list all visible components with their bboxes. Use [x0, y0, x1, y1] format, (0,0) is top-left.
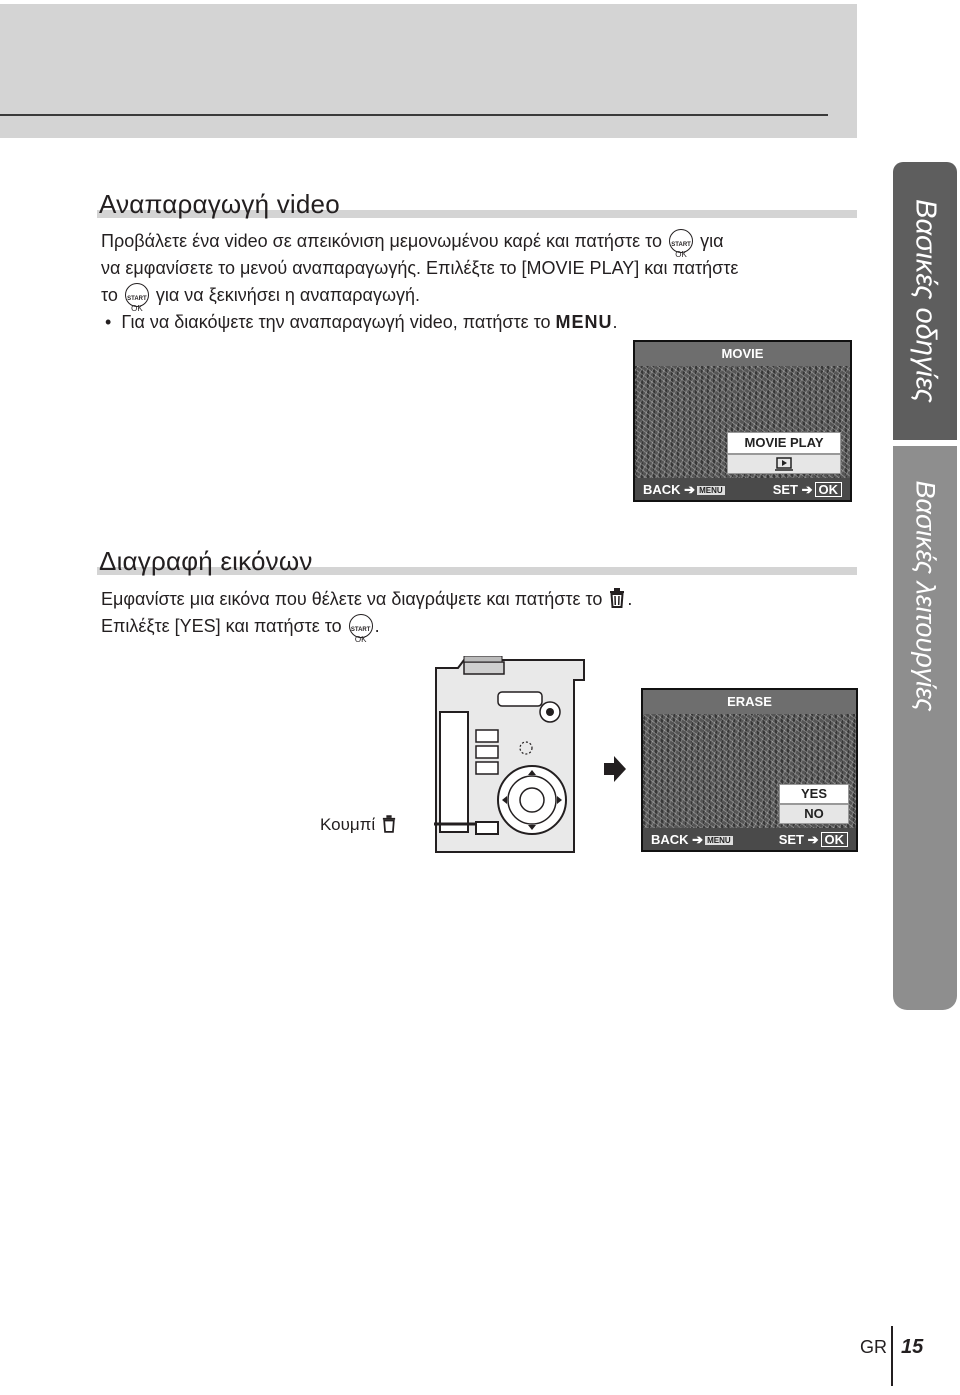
bullet-text: Για να διακόψετε την αναπαραγωγή video, πατήστε το	[121, 312, 556, 332]
back-hint: BACK ➔ MENU	[643, 482, 723, 497]
page-footer	[858, 1326, 958, 1370]
menu-option-playback-icon[interactable]	[727, 454, 841, 474]
text-end: .	[374, 616, 380, 636]
text-line: Εμφανίστε μια εικόνα που θέλετε να διαγράψετε και πατήστε το	[101, 589, 608, 609]
back-label: BACK	[651, 832, 689, 847]
erase-button-label	[320, 815, 398, 835]
section-video-text	[101, 228, 841, 336]
header-rule	[0, 114, 828, 116]
photo-background	[643, 690, 856, 850]
erase-menu-screen	[641, 688, 858, 852]
button-label-text: Κουμπί	[320, 815, 380, 834]
movie-menu-screen	[633, 340, 852, 502]
bullet-end: .	[612, 312, 618, 332]
header-band	[0, 4, 857, 138]
ok-key-icon: OK	[821, 832, 849, 847]
trash-icon	[382, 815, 396, 833]
set-label: SET	[778, 832, 804, 847]
start-ok-button-icon	[349, 614, 373, 638]
language-code: GR	[860, 1337, 887, 1357]
menu-key-icon: MENU	[707, 836, 731, 845]
side-tab-basic-operations[interactable]	[893, 446, 957, 1010]
text-end: .	[627, 589, 633, 609]
side-tab-basic-guide[interactable]	[893, 162, 957, 440]
option-no[interactable]: NO	[779, 804, 849, 824]
footer-divider	[891, 1326, 893, 1386]
set-hint: SET ➔ OK	[779, 832, 848, 848]
trash-icon	[609, 588, 625, 608]
page-number: 15	[901, 1336, 924, 1358]
bullet-icon: •	[105, 312, 122, 332]
text-line: Επιλέξτε [YES] και πατήστε το	[101, 616, 347, 636]
section-erase-text	[101, 586, 841, 640]
back-label: BACK	[643, 482, 681, 497]
playback-icon	[773, 457, 795, 471]
section-heading-video-playback: Αναπαραγωγή video	[99, 189, 340, 219]
section-heading-erase: Διαγραφή εικόνων	[99, 546, 313, 576]
back-hint: BACK ➔ MENU	[651, 832, 731, 847]
menu-option-movie-play[interactable]: MOVIE PLAY	[727, 432, 841, 454]
ok-key-icon: OK	[815, 482, 843, 497]
text-line: για	[695, 231, 724, 251]
set-hint: SET ➔ OK	[773, 482, 842, 498]
text-line: να εμφανίσετε το μενού αναπαραγωγής. Επιλέξτε το [MOVIE PLAY] και πατήστε	[101, 258, 739, 278]
menu-key-label: MENU	[555, 312, 613, 332]
option-yes[interactable]: YES	[779, 784, 849, 804]
text-line: Προβάλετε ένα video σε απεικόνιση μεμονωμένου καρέ και πατήστε το	[101, 231, 668, 251]
side-tab-label: Βασικές οδηγίες	[909, 199, 942, 403]
screen-title: ERASE	[643, 690, 856, 714]
start-ok-button-icon	[125, 283, 149, 307]
text-line: για να ξεκινήσει η αναπαραγωγή.	[150, 285, 421, 305]
screen-footer	[635, 478, 850, 500]
screen-title: MOVIE	[635, 342, 850, 366]
arrow-right-icon	[604, 754, 626, 784]
text-line: το	[101, 285, 123, 305]
set-label: SET	[772, 482, 798, 497]
side-tab-label: Βασικές λειτουργίες	[910, 480, 941, 712]
screen-footer	[643, 828, 856, 850]
start-ok-button-icon	[669, 229, 693, 253]
camera-back-illustration	[434, 656, 594, 856]
menu-key-icon: MENU	[699, 486, 723, 495]
